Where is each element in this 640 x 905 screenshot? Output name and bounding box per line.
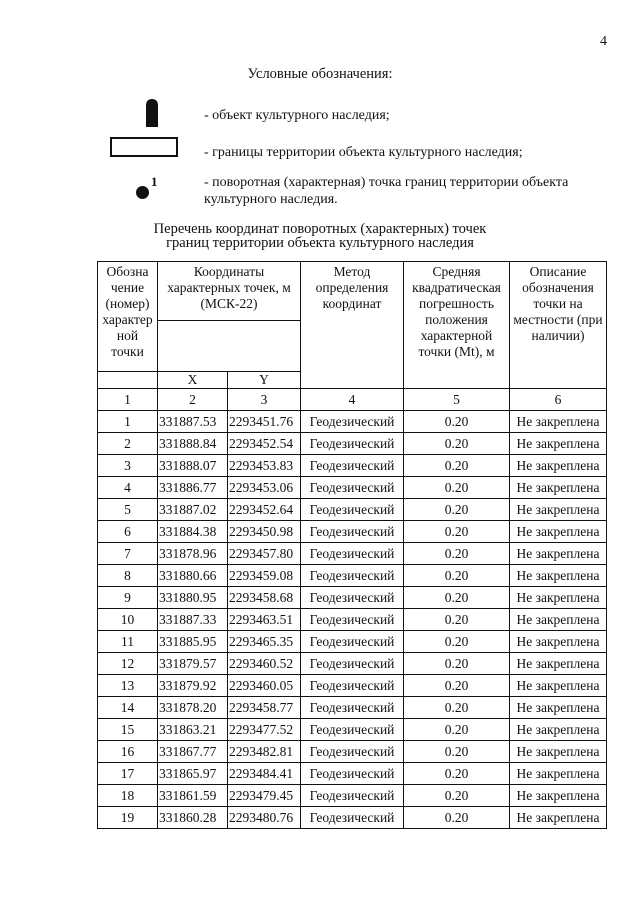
turning-point-number: 1 [151,174,158,189]
point-number: 2 [98,433,158,455]
method: Геодезический [301,477,404,499]
header-error: Средняя квадратическая погрешность положения характерной точки (Mt), м [404,262,510,389]
legend-object-text: - объект культурного наследия; [204,108,390,123]
error-value: 0.20 [404,477,510,499]
point-number: 17 [98,763,158,785]
description: Не закреплена [510,719,607,741]
table-row [98,411,607,433]
description: Не закреплена [510,609,607,631]
table-row [98,653,607,675]
boundary-rectangle-icon [110,137,178,157]
method: Геодезический [301,587,404,609]
x-coordinate: 331888.84 [158,433,228,455]
x-coordinate: 331879.92 [158,675,228,697]
table-row [98,609,607,631]
y-coordinate: 2293451.76 [228,411,301,433]
description: Не закреплена [510,521,607,543]
error-value: 0.20 [404,565,510,587]
method: Геодезический [301,455,404,477]
error-value: 0.20 [404,521,510,543]
x-coordinate: 331867.77 [158,741,228,763]
description: Не закреплена [510,433,607,455]
point-number: 14 [98,697,158,719]
table-row [98,543,607,565]
error-value: 0.20 [404,675,510,697]
table-row [98,455,607,477]
header-designation-tail [98,372,158,389]
y-coordinate: 2293450.98 [228,521,301,543]
error-value: 0.20 [404,653,510,675]
y-coordinate: 2293452.64 [228,499,301,521]
point-number: 15 [98,719,158,741]
error-value: 0.20 [404,741,510,763]
x-coordinate: 331880.95 [158,587,228,609]
point-number: 19 [98,807,158,829]
method: Геодезический [301,675,404,697]
error-value: 0.20 [404,609,510,631]
description: Не закреплена [510,587,607,609]
description: Не закреплена [510,631,607,653]
table-row [98,763,607,785]
error-value: 0.20 [404,631,510,653]
header-x: X [158,372,228,389]
error-value: 0.20 [404,785,510,807]
description: Не закреплена [510,565,607,587]
header-coordinates-gap [158,321,301,372]
point-number: 3 [98,455,158,477]
description: Не закреплена [510,785,607,807]
x-coordinate: 331885.95 [158,631,228,653]
header-method: Метод определения координат [301,262,404,389]
error-value: 0.20 [404,433,510,455]
list-title [0,222,640,250]
description: Не закреплена [510,675,607,697]
method: Геодезический [301,807,404,829]
legend-point-text: - поворотная (характерная) точка границ территории объекта культурного наследия. [204,175,569,207]
table-row [98,477,607,499]
point-number: 7 [98,543,158,565]
point-number: 12 [98,653,158,675]
x-coordinate: 331886.77 [158,477,228,499]
description: Не закреплена [510,763,607,785]
method: Геодезический [301,521,404,543]
header-coordinates: Координаты характерных точек, м (МСК-22) [158,262,301,321]
y-coordinate: 2293458.77 [228,697,301,719]
method: Геодезический [301,763,404,785]
y-coordinate: 2293463.51 [228,609,301,631]
description: Не закреплена [510,697,607,719]
error-value: 0.20 [404,763,510,785]
description: Не закреплена [510,455,607,477]
table-row [98,631,607,653]
table-row [98,565,607,587]
point-number: 10 [98,609,158,631]
point-number: 8 [98,565,158,587]
heritage-object-icon [145,99,159,127]
y-coordinate: 2293453.83 [228,455,301,477]
coordinates-table [97,261,607,829]
turning-point-dot-icon [136,186,149,199]
description: Не закреплена [510,477,607,499]
error-value: 0.20 [404,411,510,433]
y-coordinate: 2293452.54 [228,433,301,455]
x-coordinate: 331879.57 [158,653,228,675]
point-number: 18 [98,785,158,807]
table-row [98,521,607,543]
method: Геодезический [301,631,404,653]
point-number: 6 [98,521,158,543]
table-row [98,675,607,697]
description: Не закреплена [510,653,607,675]
col-number-6: 6 [510,389,607,411]
error-value: 0.20 [404,543,510,565]
col-number-4: 4 [301,389,404,411]
method: Геодезический [301,543,404,565]
point-number: 16 [98,741,158,763]
point-number: 5 [98,499,158,521]
y-coordinate: 2293457.80 [228,543,301,565]
x-coordinate: 331860.28 [158,807,228,829]
col-number-2: 2 [158,389,228,411]
y-coordinate: 2293460.05 [228,675,301,697]
table-row [98,697,607,719]
error-value: 0.20 [404,455,510,477]
method: Геодезический [301,609,404,631]
description: Не закреплена [510,543,607,565]
table-row [98,741,607,763]
point-number: 1 [98,411,158,433]
list-title-line1: Перечень координат поворотных (характерных) точек [153,221,487,237]
description: Не закреплена [510,807,607,829]
y-coordinate: 2293477.52 [228,719,301,741]
x-coordinate: 331861.59 [158,785,228,807]
description: Не закреплена [510,741,607,763]
description: Не закреплена [510,499,607,521]
y-coordinate: 2293482.81 [228,741,301,763]
description: Не закреплена [510,411,607,433]
legend-boundary-text: - границы территории объекта культурного наследия; [204,145,523,160]
x-coordinate: 331888.07 [158,455,228,477]
method: Геодезический [301,653,404,675]
error-value: 0.20 [404,499,510,521]
y-coordinate: 2293458.68 [228,587,301,609]
error-value: 0.20 [404,719,510,741]
x-coordinate: 331880.66 [158,565,228,587]
method: Геодезический [301,785,404,807]
y-coordinate: 2293460.52 [228,653,301,675]
error-value: 0.20 [404,587,510,609]
col-number-3: 3 [228,389,301,411]
col-number-5: 5 [404,389,510,411]
x-coordinate: 331887.53 [158,411,228,433]
method: Геодезический [301,565,404,587]
point-number: 11 [98,631,158,653]
table-row [98,719,607,741]
x-coordinate: 331878.96 [158,543,228,565]
method: Геодезический [301,719,404,741]
y-coordinate: 2293479.45 [228,785,301,807]
method: Геодезический [301,697,404,719]
error-value: 0.20 [404,807,510,829]
y-coordinate: 2293453.06 [228,477,301,499]
x-coordinate: 331878.20 [158,697,228,719]
method: Геодезический [301,411,404,433]
x-coordinate: 331865.97 [158,763,228,785]
method: Геодезический [301,499,404,521]
page-number: 4 [600,34,607,49]
y-coordinate: 2293480.76 [228,807,301,829]
table-row [98,587,607,609]
col-number-1: 1 [98,389,158,411]
error-value: 0.20 [404,697,510,719]
point-number: 13 [98,675,158,697]
header-description: Описание обозначения точки на местности (при наличии) [510,262,607,389]
table-row [98,785,607,807]
legend-title: Условные обозначения: [247,66,393,82]
method: Геодезический [301,433,404,455]
x-coordinate: 331887.02 [158,499,228,521]
table-row [98,807,607,829]
table-row [98,433,607,455]
header-designation: Обозна чение (номер) характер ной точки [98,262,158,372]
y-coordinate: 2293459.08 [228,565,301,587]
x-coordinate: 331884.38 [158,521,228,543]
y-coordinate: 2293484.41 [228,763,301,785]
point-number: 9 [98,587,158,609]
point-number: 4 [98,477,158,499]
method: Геодезический [301,741,404,763]
y-coordinate: 2293465.35 [228,631,301,653]
x-coordinate: 331863.21 [158,719,228,741]
table-row [98,499,607,521]
x-coordinate: 331887.33 [158,609,228,631]
list-title-line2: границ территории объекта культурного наследия [166,235,474,251]
header-y: Y [228,372,301,389]
